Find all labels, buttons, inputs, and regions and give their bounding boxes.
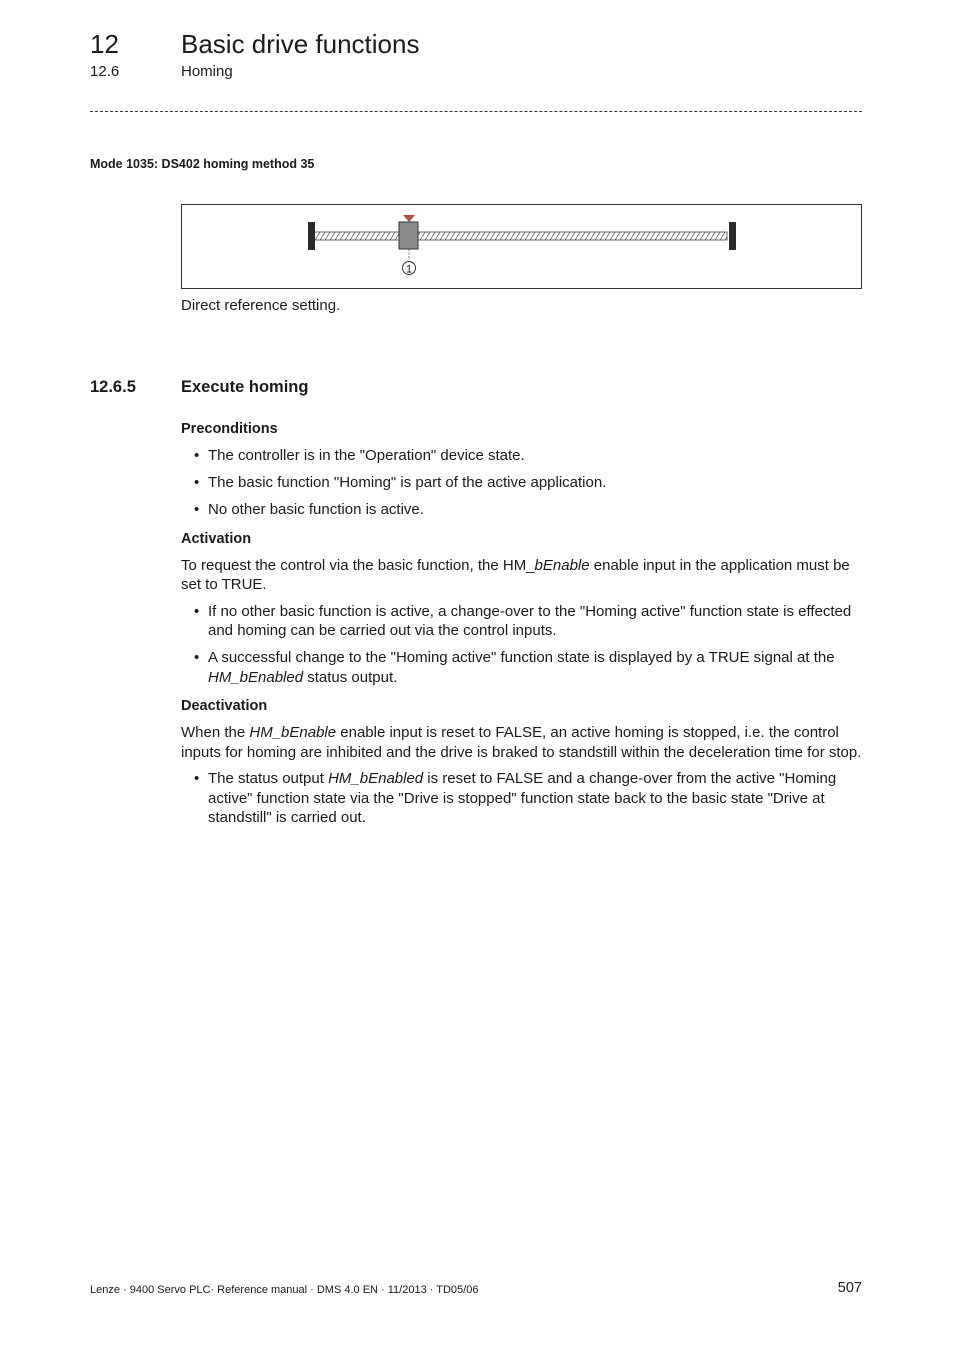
axis-diagram (182, 205, 861, 288)
carriage (399, 222, 418, 249)
right-end-stop (729, 222, 736, 250)
chapter-number: 12 (90, 29, 119, 59)
deactivation-heading: Deactivation (181, 698, 268, 714)
figure-caption: Direct reference setting. (181, 297, 341, 314)
section-title: Homing (181, 63, 233, 80)
section-number: 12.6 (90, 63, 120, 80)
activation-paragraph: To request the control via the basic function, the HM_bEnable enable input in the application must be set to TRUE. (181, 556, 850, 593)
activation-list (181, 602, 865, 688)
left-end-stop (308, 222, 315, 250)
marker-label: 1 (405, 263, 413, 276)
deactivation-paragraph: When the HM_bEnable enable input is reset to FALSE, an active homing is stopped, i.e. the control inputs for homing are inhibited and the drive is braked to standstill within the deceleration time for stop. (181, 724, 862, 761)
deactivation-list (181, 769, 865, 828)
axis-track (313, 232, 727, 240)
chapter-title: Basic drive functions (181, 29, 420, 59)
activation-heading: Activation (181, 530, 252, 547)
header-divider (90, 111, 862, 112)
list-item: • The controller is in the "Operation" device state. (181, 446, 865, 466)
mode-heading: Mode 1035: DS402 homing method 35 (90, 157, 315, 171)
list-item: • No other basic function is active. (181, 500, 865, 520)
subsection-number: 12.6.5 (90, 378, 136, 396)
list-item: • If no other basic function is active, a change-over to the "Homing active" function state is effected and homing can be carried out via the control inputs. (181, 602, 865, 641)
reference-marker-icon (403, 215, 415, 222)
subsection-title: Execute homing (181, 378, 309, 396)
list-item: • The basic function "Homing" is part of the active application. (181, 473, 865, 493)
footer-text: Lenze · 9400 Servo PLC· Reference manual · DMS 4.0 EN · 11/2013 · TD05/06 (90, 1284, 479, 1296)
list-item: • A successful change to the "Homing active" function state is displayed by a TRUE signal at the HM_bEnabled status output. (181, 648, 865, 687)
page-number: 507 (837, 1280, 862, 1296)
preconditions-heading: Preconditions (181, 421, 278, 437)
homing-figure (181, 204, 862, 289)
main-content (181, 420, 865, 838)
preconditions-list (181, 446, 865, 520)
list-item: • The status output HM_bEnabled is reset to FALSE and a change-over from the active "Homing active" function state via the "Drive is stopped" function state back to the basic state "Drive at standstill" is carried out. (181, 769, 865, 828)
